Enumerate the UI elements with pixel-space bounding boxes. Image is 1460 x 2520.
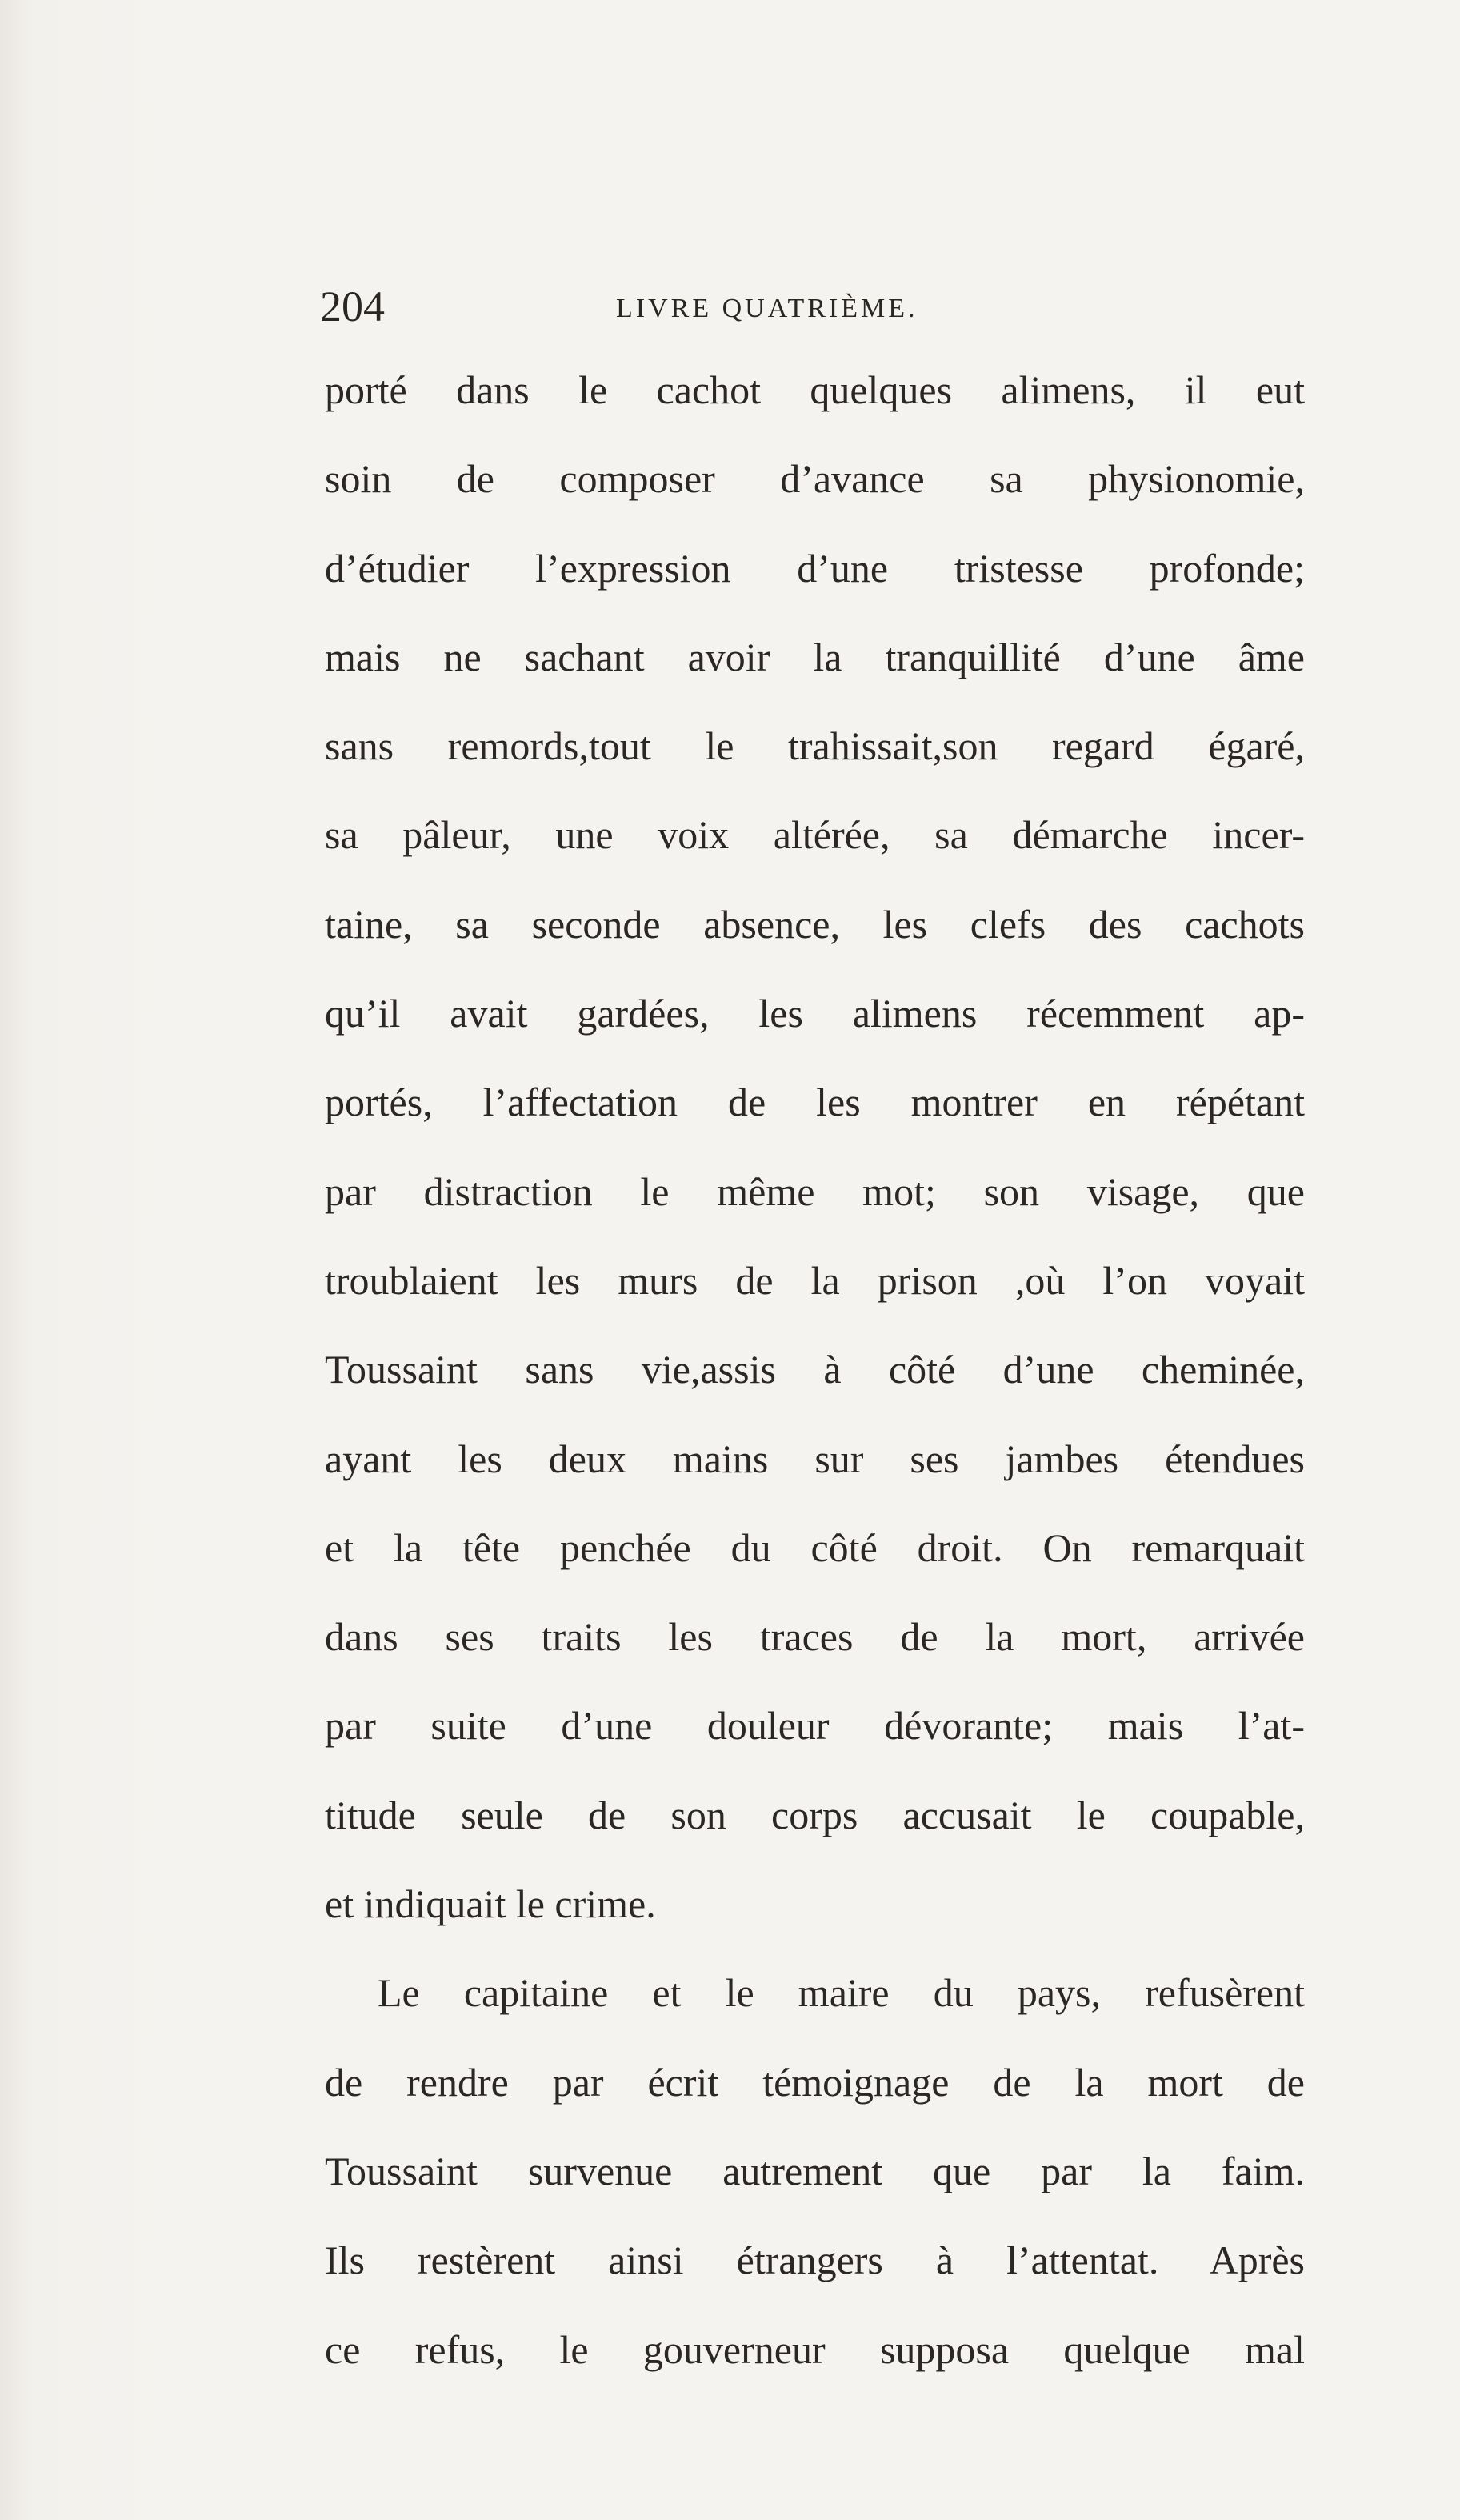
text-line: sa pâleur, une voix altérée, sa démarche incer- [325, 812, 1305, 858]
text-line: mais ne sachant avoir la tranquillité d’une âme [325, 634, 1305, 679]
text-line: soin de composer d’avance sa physionomie, [325, 456, 1305, 502]
text-line: d’étudier l’expression d’une tristesse profonde; [325, 545, 1305, 591]
text-line: titude seule de son corps accusait le coupable, [325, 1792, 1305, 1837]
text-line: et la tête penchée du côté droit. On remarquait [325, 1524, 1305, 1570]
text-line: de rendre par écrit témoignage de la mort de [325, 2059, 1305, 2105]
text-line: par distraction le même mot; son visage, que [325, 1168, 1305, 1214]
body-text [325, 346, 1305, 2394]
text-line: Toussaint survenue autrement que par la faim. [325, 2148, 1305, 2193]
text-line: qu’il avait gardées, les alimens récemment ap- [325, 991, 1305, 1036]
text-line: et indiquait le crime. [325, 1881, 656, 1927]
text-line: troublaient les murs de la prison ,où l’on voyait [325, 1257, 1305, 1303]
page-header [320, 278, 1040, 335]
text-line: Toussaint sans vie,assis à côté d’une cheminée, [325, 1347, 1305, 1392]
text-line: ce refus, le gouverneur supposa quelque mal [325, 2326, 1305, 2372]
text-line-paragraph-start: Le capitaine et le maire du pays, refusèrent [378, 1970, 1305, 2016]
text-line: par suite d’une douleur dévorante; mais l’at- [325, 1703, 1305, 1749]
text-line: dans ses traits les traces de la mort, arrivée [325, 1614, 1305, 1660]
text-line: ayant les deux mains sur ses jambes étendues [325, 1436, 1305, 1481]
text-line: Ils restèrent ainsi étrangers à l’attentat. Après [325, 2238, 1305, 2283]
text-line: porté dans le cachot quelques alimens, il eut [325, 367, 1305, 412]
text-line: portés, l’affectation de les montrer en répétant [325, 1080, 1305, 1125]
text-line: sans remords,tout le trahissait,son regard égaré, [325, 723, 1305, 769]
running-head: LIVRE QUATRIÈME. [616, 294, 918, 323]
page-number: 204 [320, 282, 385, 331]
text-line: taine, sa seconde absence, les clefs des cachots [325, 901, 1305, 947]
